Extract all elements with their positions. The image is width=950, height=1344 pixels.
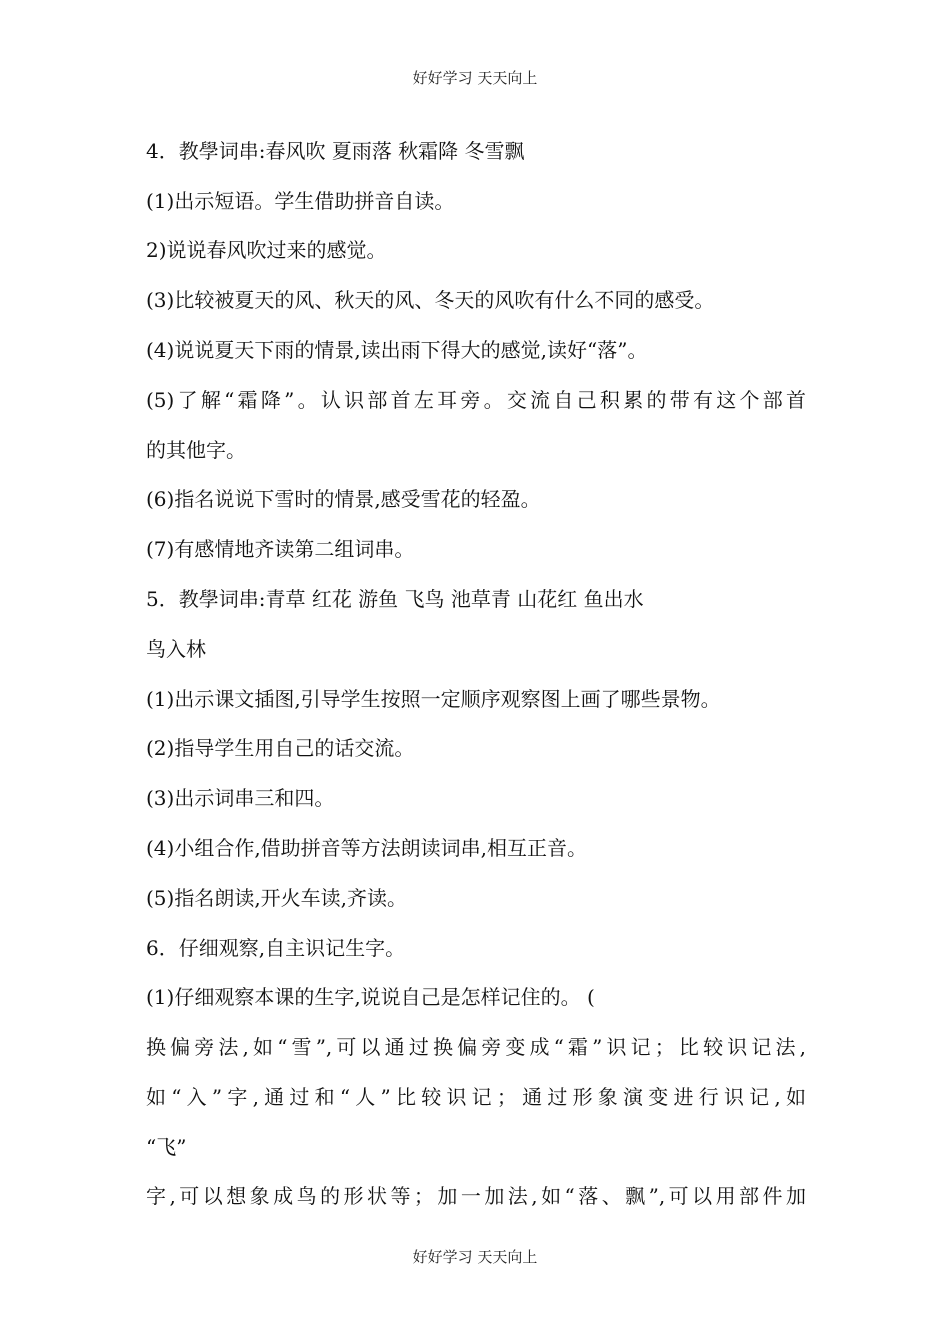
text-line: (1)出示课文插图,引导学生按照一定顺序观察图上画了哪些景物。 <box>146 687 721 711</box>
text-line: (5)了解“霜降”。认识部首左耳旁。交流自己积累的带有这个部首 <box>146 388 806 412</box>
text-line: 如“入”字,通过和“人”比较识记；通过形象演变进行识记,如 <box>146 1085 806 1109</box>
text-line: (1)仔细观察本课的生字,说说自己是怎样记住的。 ( <box>146 985 595 1009</box>
text-line: 2)说说春风吹过来的感觉。 <box>146 238 387 262</box>
text-line: (1)出示短语。学生借助拼音自读。 <box>146 189 455 213</box>
text-line: (7)有感情地齐读第二组词串。 <box>146 537 415 561</box>
text-line: 鸟入林 <box>146 637 206 661</box>
text-line: (3)比较被夏天的风、秋天的风、冬天的风吹有什么不同的感受。 <box>146 288 715 312</box>
text-line: 换偏旁法,如“雪”,可以通过换偏旁变成“霜”识记；比较识记法, <box>146 1035 806 1059</box>
page-footer: 好好学习 天天向上 <box>412 1248 538 1266</box>
text-line: (5)指名朗读,开火车读,齐读。 <box>146 886 408 910</box>
text-line: (4)说说夏天下雨的情景,读出雨下得大的感觉,读好“落”。 <box>146 338 648 362</box>
text-line: 4．教學词串:春风吹 夏雨落 秋霜降 冬雪飘 <box>146 139 525 163</box>
text-line: (2)指导学生用自己的话交流。 <box>146 736 415 760</box>
page-header: 好好学习 天天向上 <box>412 69 538 87</box>
text-line: “飞” <box>146 1135 187 1159</box>
text-line: (3)出示词串三和四。 <box>146 786 335 810</box>
text-line: 6．仔细观察,自主识记生字。 <box>146 936 406 960</box>
text-line: (6)指名说说下雪时的情景,感受雪花的轻盈。 <box>146 487 541 511</box>
text-line: 5．教學词串:青草 红花 游鱼 飞鸟 池草青 山花红 鱼出水 <box>146 587 644 611</box>
text-line: (4)小组合作,借助拼音等方法朗读词串,相互正音。 <box>146 836 588 860</box>
text-line: 的其他字。 <box>146 438 246 462</box>
text-line: 字,可以想象成鸟的形状等；加一加法,如“落、飘”,可以用部件加 <box>146 1184 806 1208</box>
